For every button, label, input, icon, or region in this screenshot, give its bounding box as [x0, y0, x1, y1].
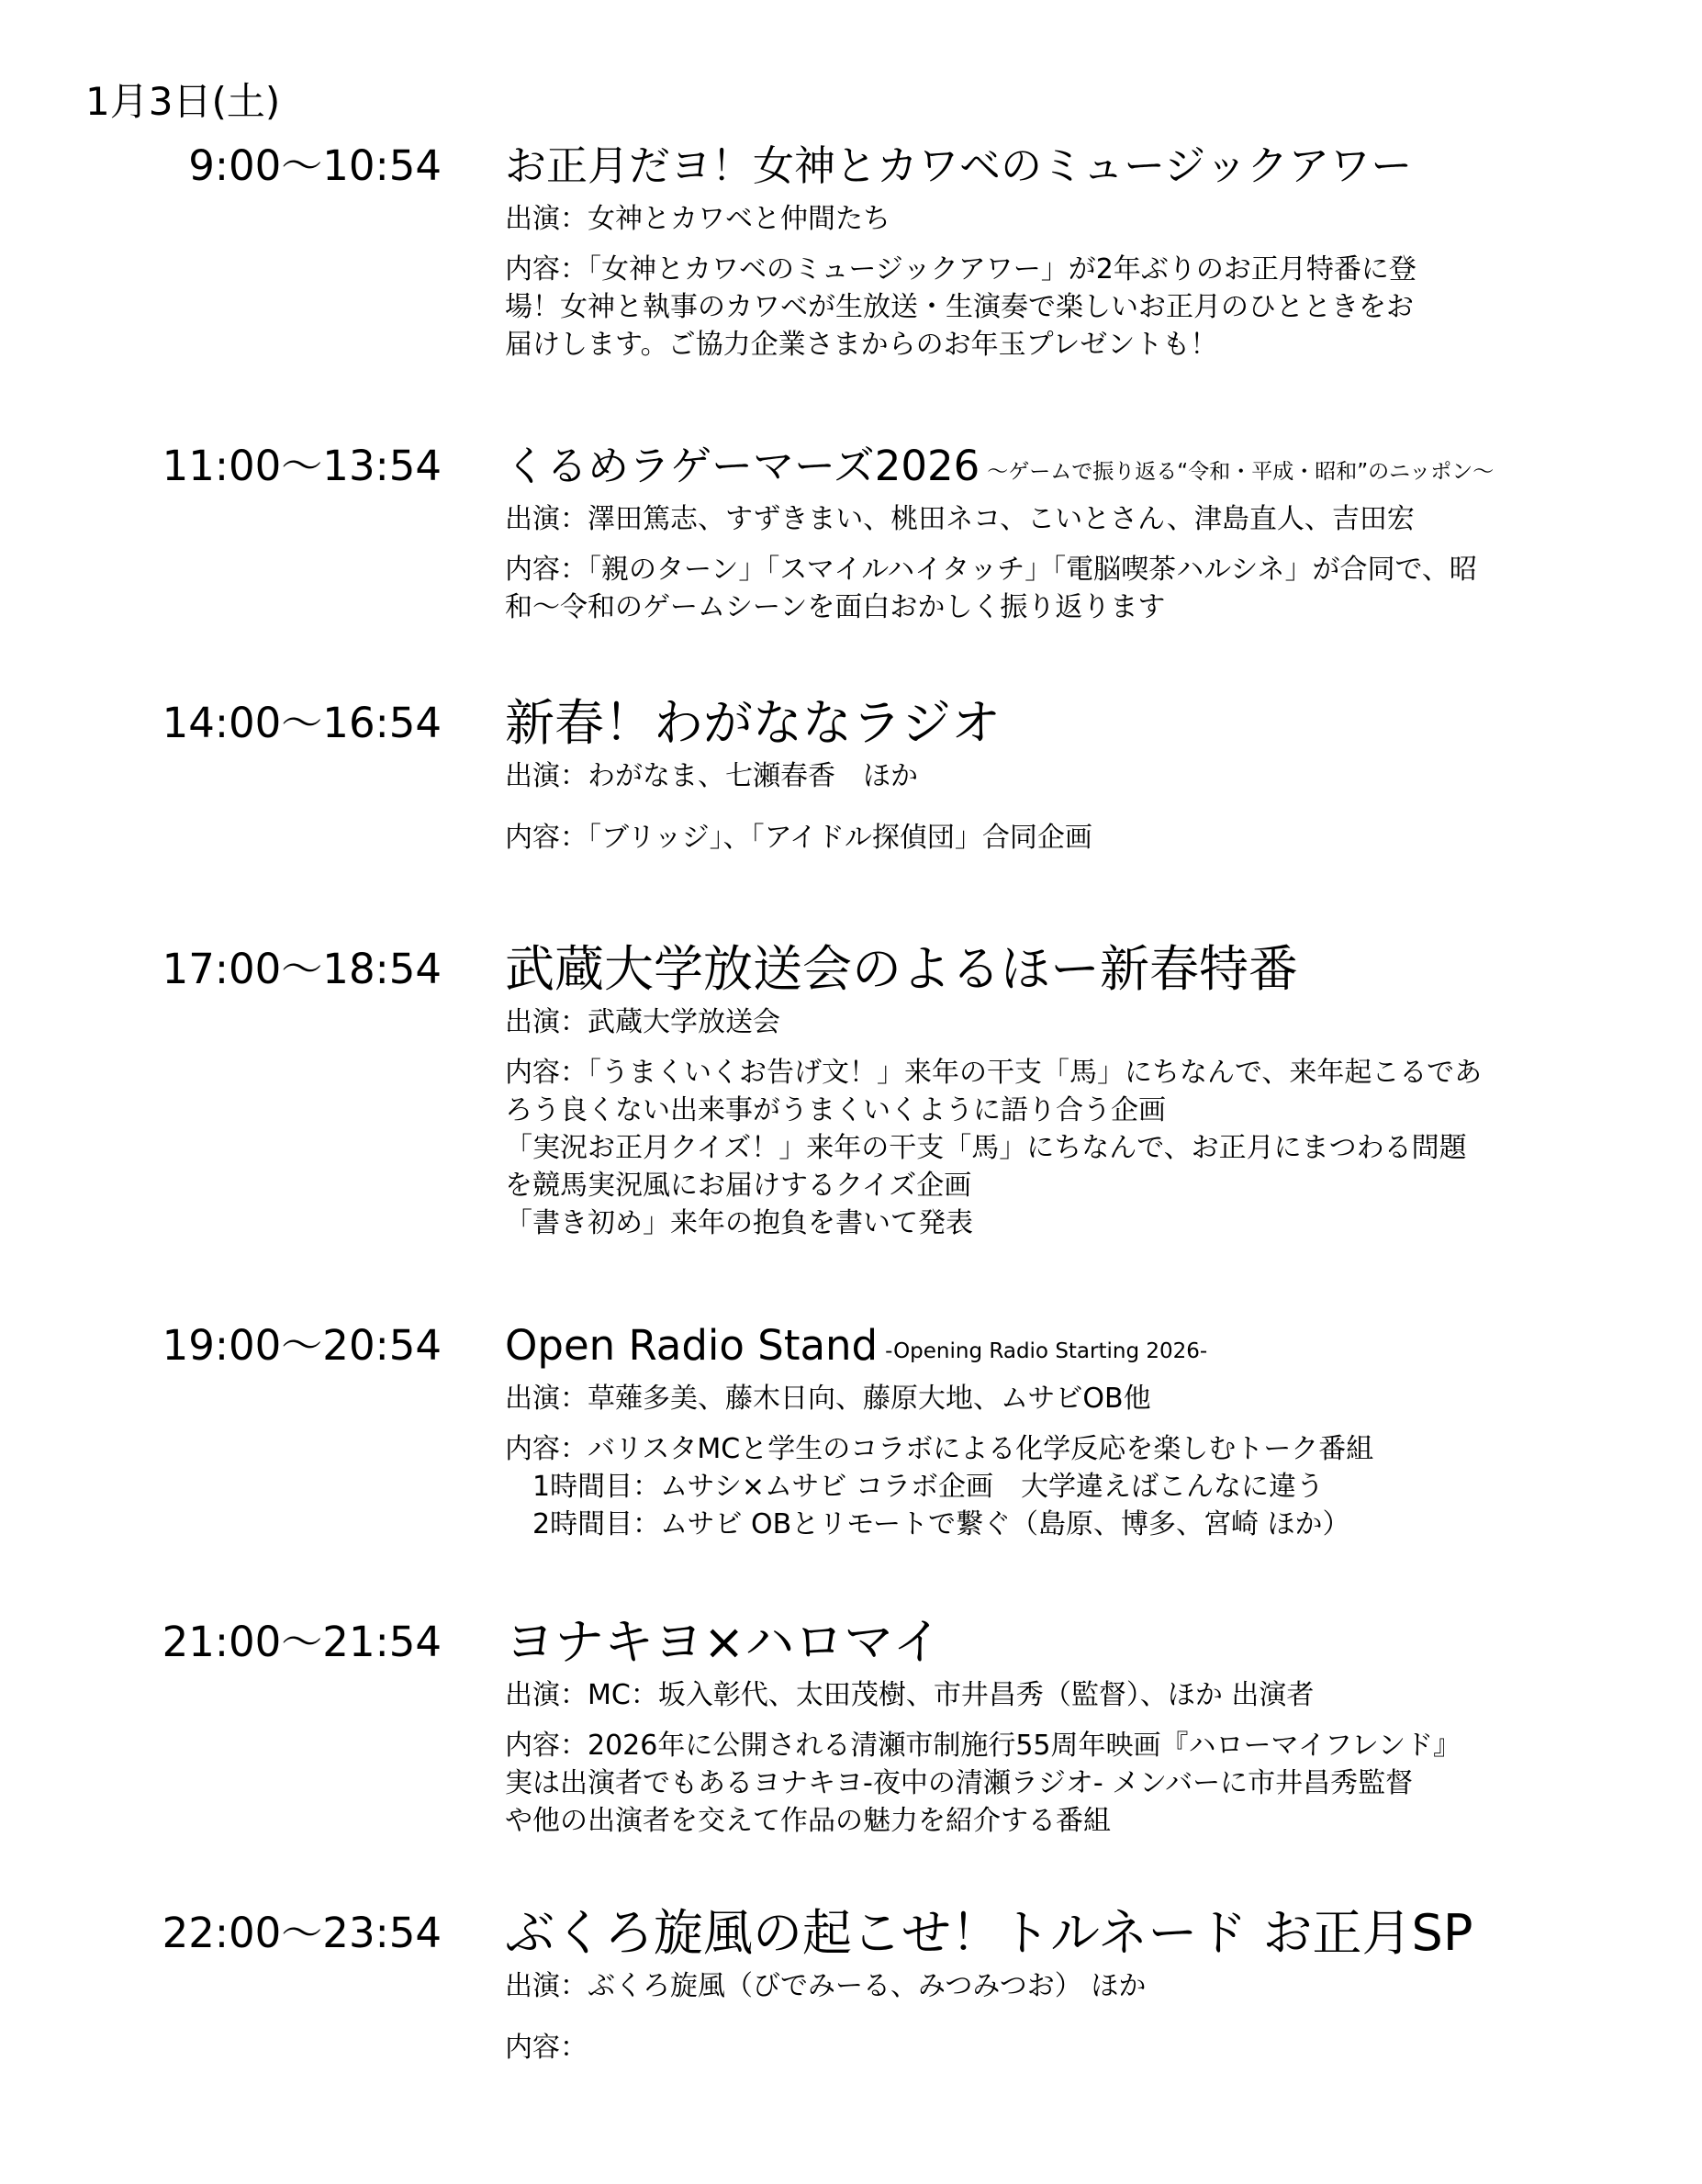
program-time: 14:00〜16:54 — [162, 699, 442, 747]
program-title — [505, 441, 1634, 492]
program-title-main: くるめラゲーマーズ2026 — [505, 442, 980, 490]
program-time: 11:00〜13:54 — [162, 442, 442, 490]
program-details — [505, 140, 1634, 364]
program-details — [505, 940, 1634, 1242]
program-cast: 出演：武蔵大学放送会 — [505, 1006, 780, 1038]
program-content: 内容：「親のターン」「スマイルハイタッチ」「電脳喫茶ハルシネ」が合同で、昭 和〜令和のゲームシーンを面白おかしく振り返ります — [505, 554, 1477, 623]
program-content: 内容：「女神とカワベのミュージックアワー」が2年ぶりのお正月特番に登 場！女神と執事のカワベが生放送・生演奏で楽しいお正月のひとときをお 届けします。ご協力企業さまからのお年玉プレゼントも！ — [505, 253, 1416, 361]
program-content: 内容：「うまくいくお告げ文！」来年の干支「馬」にちなんで、来年起こるであ ろう良くない出来事がうまくいくように語り合う企画 「実況お正月クイズ！」来年の干支「馬」にちなんで、お正月にまつわる問題 を競馬実況風にお届けするクイズ企画 「書き初め」来年の抱負を書いて発表 — [505, 1057, 1483, 1239]
program-title — [505, 1320, 1634, 1372]
program-content: 内容：バリスタMCと学生のコラボによる化学反応を楽しむトーク番組 1時間目：ムサシ×ムサビ コラボ企画 大学違えばこんなに違う 2時間目：ムサビ OBとリモートで繋ぐ（島原、博多、宮崎 ほか） — [505, 1433, 1374, 1540]
program-details — [505, 441, 1634, 626]
program-title: ヨナキヨ×ハロマイ — [505, 1613, 943, 1671]
program-cast: 出演：草薙多美、藤木日向、藤原大地、ムサビOB他 — [505, 1383, 1151, 1415]
program-cast: 出演：澤田篤志、すずきまい、桃田ネコ、こいとさん、津島直人、吉田宏 — [505, 503, 1415, 535]
program-subtitle: -Opening Radio Starting 2026- — [885, 1339, 1208, 1363]
program-time: 19:00〜20:54 — [162, 1321, 442, 1370]
program-title: お正月だヨ！女神とカワベのミュージックアワー — [505, 141, 1413, 190]
program-content: 内容：「ブリッジ」、「アイドル探偵団」合同企画 — [505, 822, 1092, 854]
program-time: 9:00〜10:54 — [188, 141, 442, 190]
program-cast: 出演：女神とカワベと仲間たち — [505, 203, 890, 235]
program-title: ぶくろ旋風の起こせ！トルネード お正月SP — [505, 1904, 1473, 1962]
program-content: 内容：2026年に公開される清瀬市制施行55周年映画『ハローマイフレンド』 実は出演者でもあるヨナキヨ-夜中の清瀬ラジオ- メンバーに市井昌秀監督 や他の出演者を交えて作品の魅力を紹介する番組 — [505, 1730, 1461, 1837]
program-title: 新春！わがななラジオ — [505, 694, 1001, 752]
program-cast: 出演：わがなま、七瀬春香 ほか — [505, 760, 918, 792]
program-time: 22:00〜23:54 — [162, 1909, 442, 1957]
program-title-main: Open Radio Stand — [505, 1321, 879, 1370]
program-cast: 出演：ぶくろ旋風（びでみーる、みつみつお） ほか — [505, 1970, 1147, 2002]
program-details — [505, 1904, 1634, 2066]
schedule-date: 1月3日(土) — [85, 79, 281, 124]
program-details — [505, 694, 1634, 857]
program-subtitle: 〜ゲームで振り返る“令和・平成・昭和”のニッポン〜 — [987, 460, 1495, 484]
program-details — [505, 1320, 1634, 1543]
program-time: 17:00〜18:54 — [162, 945, 442, 993]
program-content: 内容： — [505, 2032, 588, 2064]
program-details — [505, 1613, 1634, 1840]
program-title: 武蔵大学放送会のよるほー新春特番 — [505, 940, 1298, 998]
program-cast: 出演：MC：坂入彰代、太田茂樹、市井昌秀（監督）、ほか 出演者 — [505, 1679, 1315, 1711]
program-time: 21:00〜21:54 — [162, 1618, 442, 1666]
